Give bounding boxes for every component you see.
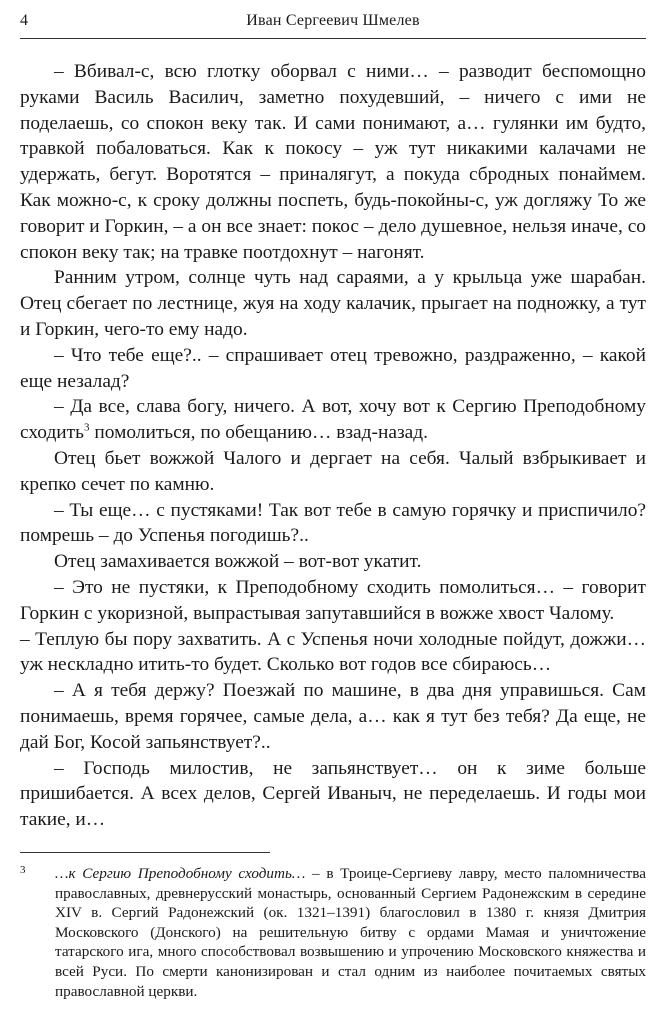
paragraph: – Теплую бы пору захватить. А с Успенья ночи холодные пойдут, дожжи… уж нескладно итить-то будет. Сколько вот годов все сбираюсь… bbox=[20, 628, 646, 676]
paragraph: – Господь милостив, не запьянствует… он к зиме больше пришибается. А всех делов, Сергей Иваныч, не переделаешь. И годы мои такие, и… bbox=[20, 757, 646, 831]
paragraph: – Что тебе еще?.. – спрашивает отец тревожно, раздраженно, – какой еще незалад? bbox=[20, 344, 646, 392]
page-number: 4 bbox=[20, 12, 28, 29]
running-title: Иван Сергеевич Шмелев bbox=[246, 12, 420, 29]
paragraph: Отец замахивается вожжой – вот-вот укатит. bbox=[54, 551, 422, 573]
paragraph: – Да все, слава богу, ничего. А вот, хочу вот к Сергию Преподобному сходить$^3$ помолиться, по обещанию… взад-назад. bbox=[20, 396, 646, 444]
paragraph: – Вбивал-с, всю глотку оборвал с ними… – разводит беспомощно руками Василь Василич, заметно похудевший, – ничего с ими не поделаешь, со спокон веку так. И сами понимают, а… гулянки им будто, травкой побаловаться. Как к покосу – уж тут никакими калачами не удержать, бегут. Воротятся – приналягут, а покуда сбродных понаймем. Как можно-с, к сроку должны поспеть, будь-покойны-с, уж догляжу То же говорит и Горкин, – а он все знает: покос – дело душевное, нельзя иначе, со спокон веку так; на травке поотдохнут – нагонят. bbox=[20, 61, 646, 263]
paragraph: – Ты еще… с пустяками! Так вот тебе в самую горячку и приспичило? помрешь – до Успенья погодишь?.. bbox=[20, 499, 646, 547]
main-text bbox=[20, 59, 646, 833]
paragraph: – Это не пустяки, к Преподобному сходить помолиться… – говорит Горкин с укоризной, выпрастывая запутавшийся в вожже хвост Чалому. bbox=[20, 576, 646, 624]
footnote-marker: 3 bbox=[20, 864, 26, 876]
footnote-reference[interactable]: 3 bbox=[84, 421, 90, 434]
footnote bbox=[20, 864, 646, 1001]
footnote-lead: …к Сергию Преподобному сходить… bbox=[55, 865, 306, 882]
paragraph: Ранним утром, солнце чуть над сараями, а у крыльца уже шарабан. Отец сбегает по лестнице, жуя на ходу калачик, прыгает на подножку, а тут и Горкин, чего-то ему надо. bbox=[20, 267, 646, 340]
paragraph: – А я тебя держу? Поезжай по машине, в два дня управишься. Сам понимаешь, время горячее, самые дела, а… как я тут без тебя? Да еще, не дай Бог, Косой запьянствует?.. bbox=[20, 680, 646, 753]
footnote-text: – в Троице-Сергиеву лавру, место паломничества православных, древнерусский монастырь, основанный Сергием Радонежским в середине XIV в. Сергий Радонежский (ок. 1321–1391) благословил в 1380 г. князя Дмитрия Московского (Донского) на решительную битву с ордами Мамая и уничтожение татарского ига, много способствовал возвышению и упрочению Московского княжества и всей Руси. По смерти канонизирован и стал одним из наиболее почитаемых святых православной церкви. bbox=[55, 865, 646, 1000]
footnote-divider bbox=[20, 852, 270, 853]
paragraph: Отец бьет вожжой Чалого и дергает на себя. Чалый взбрыкивает и крепко сечет по камню. bbox=[20, 447, 646, 495]
running-header bbox=[20, 12, 646, 39]
